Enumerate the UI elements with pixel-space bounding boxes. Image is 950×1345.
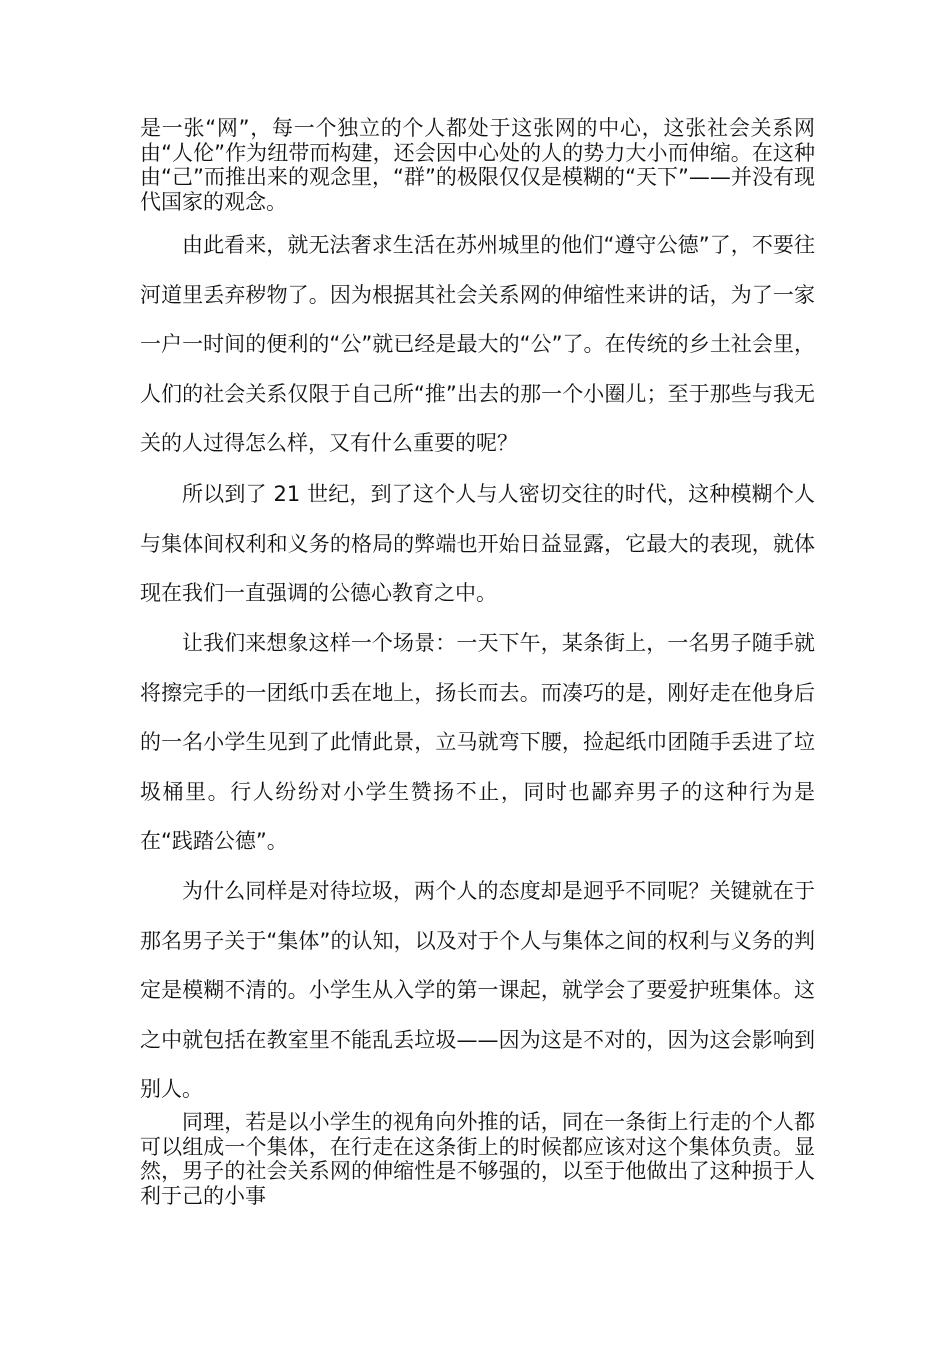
paragraph-5: 为什么同样是对待垃圾，两个人的态度却是迥乎不同呢？关键就在于那名男子关于“集体”的认知，以及对于个人与集体之间的权利与义务的判定是模糊不清的。小学生从入学的第一课起，就学会了要爱护班集体。这之中就包括在教室里不能乱丢垃圾——因为这是不对的，因为这会影响到别人。: [140, 879, 815, 1101]
paragraph-6: 同理，若是以小学生的视角向外推的话，同在一条街上行走的个人都可以组成一个集体，在行走在这条街上的时候都应该对这个集体负责。显然，男子的社会关系网的伸缩性是不够强的，以至于他做出了这种损于人利于己的小事: [140, 1110, 815, 1208]
paragraph-4: 让我们来想象这样一个场景：一天下午，某条街上，一名男子随手就将擦完手的一团纸巾丢在地上，扬长而去。而凑巧的是，刚好走在他身后的一名小学生见到了此情此景，立马就弯下腰，捡起纸巾团随手丢进了垃圾桶里。行人纷纷对小学生赞扬不止，同时也鄙弃男子的这种行为是在“践踏公德”。: [140, 631, 815, 853]
paragraph-2: 由此看来，就无法奢求生活在苏州城里的他们“遵守公德”了，不要往河道里丢弃秽物了。因为根据其社会关系网的伸缩性来讲的话，为了一家一户一时间的便利的“公”就已经是最大的“公”了。在传统的乡土社会里，人们的社会关系仅限于自己所“推”出去的那一个小圈儿；至于那些与我无关的人过得怎么样，又有什么重要的呢？: [140, 233, 815, 455]
paragraph-3: 所以到了 21 世纪，到了这个人与人密切交往的时代，这种模糊个人与集体间权利和义务的格局的弊端也开始日益显露，它最大的表现，就体现在我们一直强调的公德心教育之中。: [140, 482, 815, 605]
paragraph-1: 是一张“网”，每一个独立的个人都处于这张网的中心，这张社会关系网由“人伦”作为纽带而构建，还会因中心处的人的势力大小而伸缩。在这种由“己”而推出来的观念里，“群”的极限仅仅是模糊的“天下”——并没有现代国家的观念。: [140, 116, 815, 214]
